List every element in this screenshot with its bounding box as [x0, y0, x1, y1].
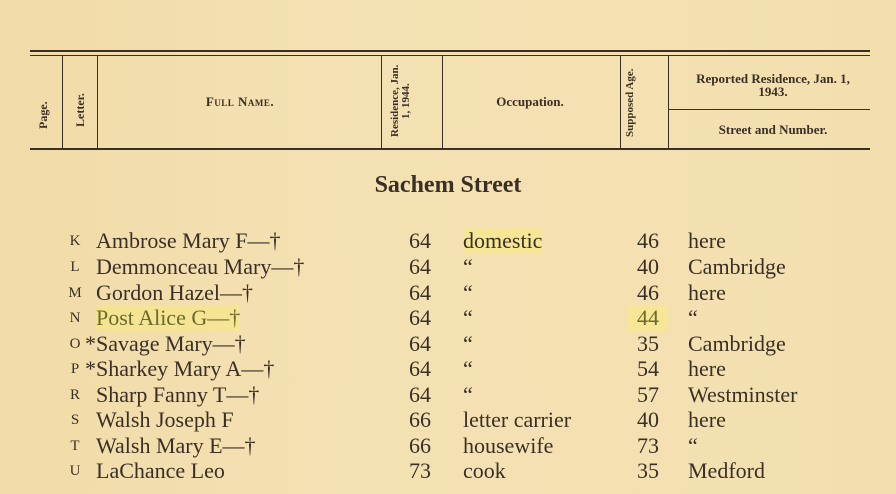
table-row — [0, 407, 896, 433]
row-occupation: “ — [463, 254, 473, 279]
column-divider — [62, 56, 63, 148]
row-name: Gordon Hazel—† — [96, 280, 254, 305]
row-reported-residence: here — [688, 280, 726, 305]
row-age: 73 — [637, 433, 659, 458]
row-occupation: letter carrier — [463, 407, 572, 432]
row-star: * — [85, 356, 96, 381]
row-reported-residence: Cambridge — [688, 254, 786, 279]
occupation-column-header: Occupation. — [496, 94, 564, 109]
row-age: 44 — [628, 305, 668, 331]
table-row — [0, 228, 896, 254]
row-name: Post Alice G—† — [96, 305, 241, 330]
row-reported-residence: “ — [688, 305, 698, 330]
page-column-header: Page. — [36, 101, 50, 129]
column-divider — [620, 56, 621, 148]
row-occupation: “ — [463, 305, 473, 330]
row-letter: L — [70, 259, 80, 275]
row-age: 46 — [637, 228, 659, 253]
row-occupation: “ — [463, 331, 473, 356]
row-reported-residence: Westminster — [688, 382, 798, 407]
row-reported-residence: Cambridge — [688, 331, 786, 356]
row-age: 35 — [637, 331, 659, 356]
row-letter: T — [70, 438, 80, 454]
row-letter: K — [69, 233, 81, 249]
row-letter: M — [68, 285, 82, 301]
table-row — [0, 305, 896, 331]
table-row — [0, 458, 896, 484]
row-reported-residence: Medford — [688, 458, 765, 483]
reported-residence-header: Reported Residence, Jan. 1, 1943. — [696, 71, 850, 99]
row-letter: N — [69, 310, 81, 326]
row-name: Walsh Mary E—† — [96, 433, 256, 458]
reported-residence-subrule — [668, 109, 870, 110]
row-letter: P — [70, 361, 80, 377]
row-occupation: housewife — [463, 433, 554, 458]
row-occupation: “ — [463, 382, 473, 407]
row-reported-residence: “ — [688, 433, 698, 458]
row-star: * — [85, 331, 96, 356]
row-residence: 64 — [409, 254, 431, 279]
row-occupation: cook — [463, 458, 506, 483]
table-row — [0, 433, 896, 459]
row-name: Sharp Fanny T—† — [96, 382, 260, 407]
row-age: 54 — [637, 356, 659, 381]
age-column-header: Supposed Age. — [624, 68, 636, 138]
column-divider — [668, 56, 669, 148]
row-residence: 64 — [409, 280, 431, 305]
row-residence: 66 — [409, 407, 431, 432]
table-row — [0, 356, 896, 382]
row-occupation: “ — [463, 356, 473, 381]
row-letter: S — [70, 412, 80, 428]
column-divider — [442, 56, 443, 148]
row-letter: R — [69, 387, 80, 403]
residence-column-header: Residence, Jan. 1, 1944. — [389, 64, 412, 138]
row-name: Ambrose Mary F—† — [96, 228, 281, 253]
row-reported-residence: here — [688, 407, 726, 432]
row-name: Sharkey Mary A—† — [96, 356, 275, 381]
row-occupation: “ — [463, 280, 473, 305]
row-age: 46 — [637, 280, 659, 305]
row-residence: 64 — [409, 305, 431, 330]
header-top-rule — [30, 50, 870, 52]
street-heading: Sachem Street — [374, 172, 522, 198]
header-bottom-rule — [30, 148, 870, 150]
header-top-rule-thin — [30, 55, 870, 56]
row-age: 40 — [637, 407, 659, 432]
row-age: 40 — [637, 254, 659, 279]
row-name: Walsh Joseph F — [96, 407, 234, 432]
row-residence: 64 — [409, 382, 431, 407]
column-divider — [97, 56, 98, 148]
row-letter: U — [69, 463, 81, 479]
row-residence: 64 — [409, 356, 431, 381]
row-residence: 73 — [409, 458, 431, 483]
row-occupation: domestic — [463, 228, 543, 253]
row-age: 35 — [637, 458, 659, 483]
column-divider — [381, 56, 382, 148]
table-row — [0, 331, 896, 357]
row-residence: 66 — [409, 433, 431, 458]
row-name: Demmonceau Mary—† — [96, 254, 305, 279]
table-row — [0, 254, 896, 280]
row-reported-residence: here — [688, 228, 726, 253]
table-row — [0, 382, 896, 408]
full-name-column-header: Full Name. — [205, 94, 275, 109]
row-reported-residence: here — [688, 356, 726, 381]
row-age: 57 — [637, 382, 659, 407]
row-letter: O — [69, 336, 81, 352]
row-residence: 64 — [409, 331, 431, 356]
row-name: Savage Mary—† — [96, 331, 246, 356]
street-number-header: Street and Number. — [718, 122, 828, 137]
row-name: LaChance Leo — [96, 458, 225, 483]
letter-column-header: Letter. — [73, 93, 87, 127]
table-row — [0, 280, 896, 306]
row-residence: 64 — [409, 228, 431, 253]
